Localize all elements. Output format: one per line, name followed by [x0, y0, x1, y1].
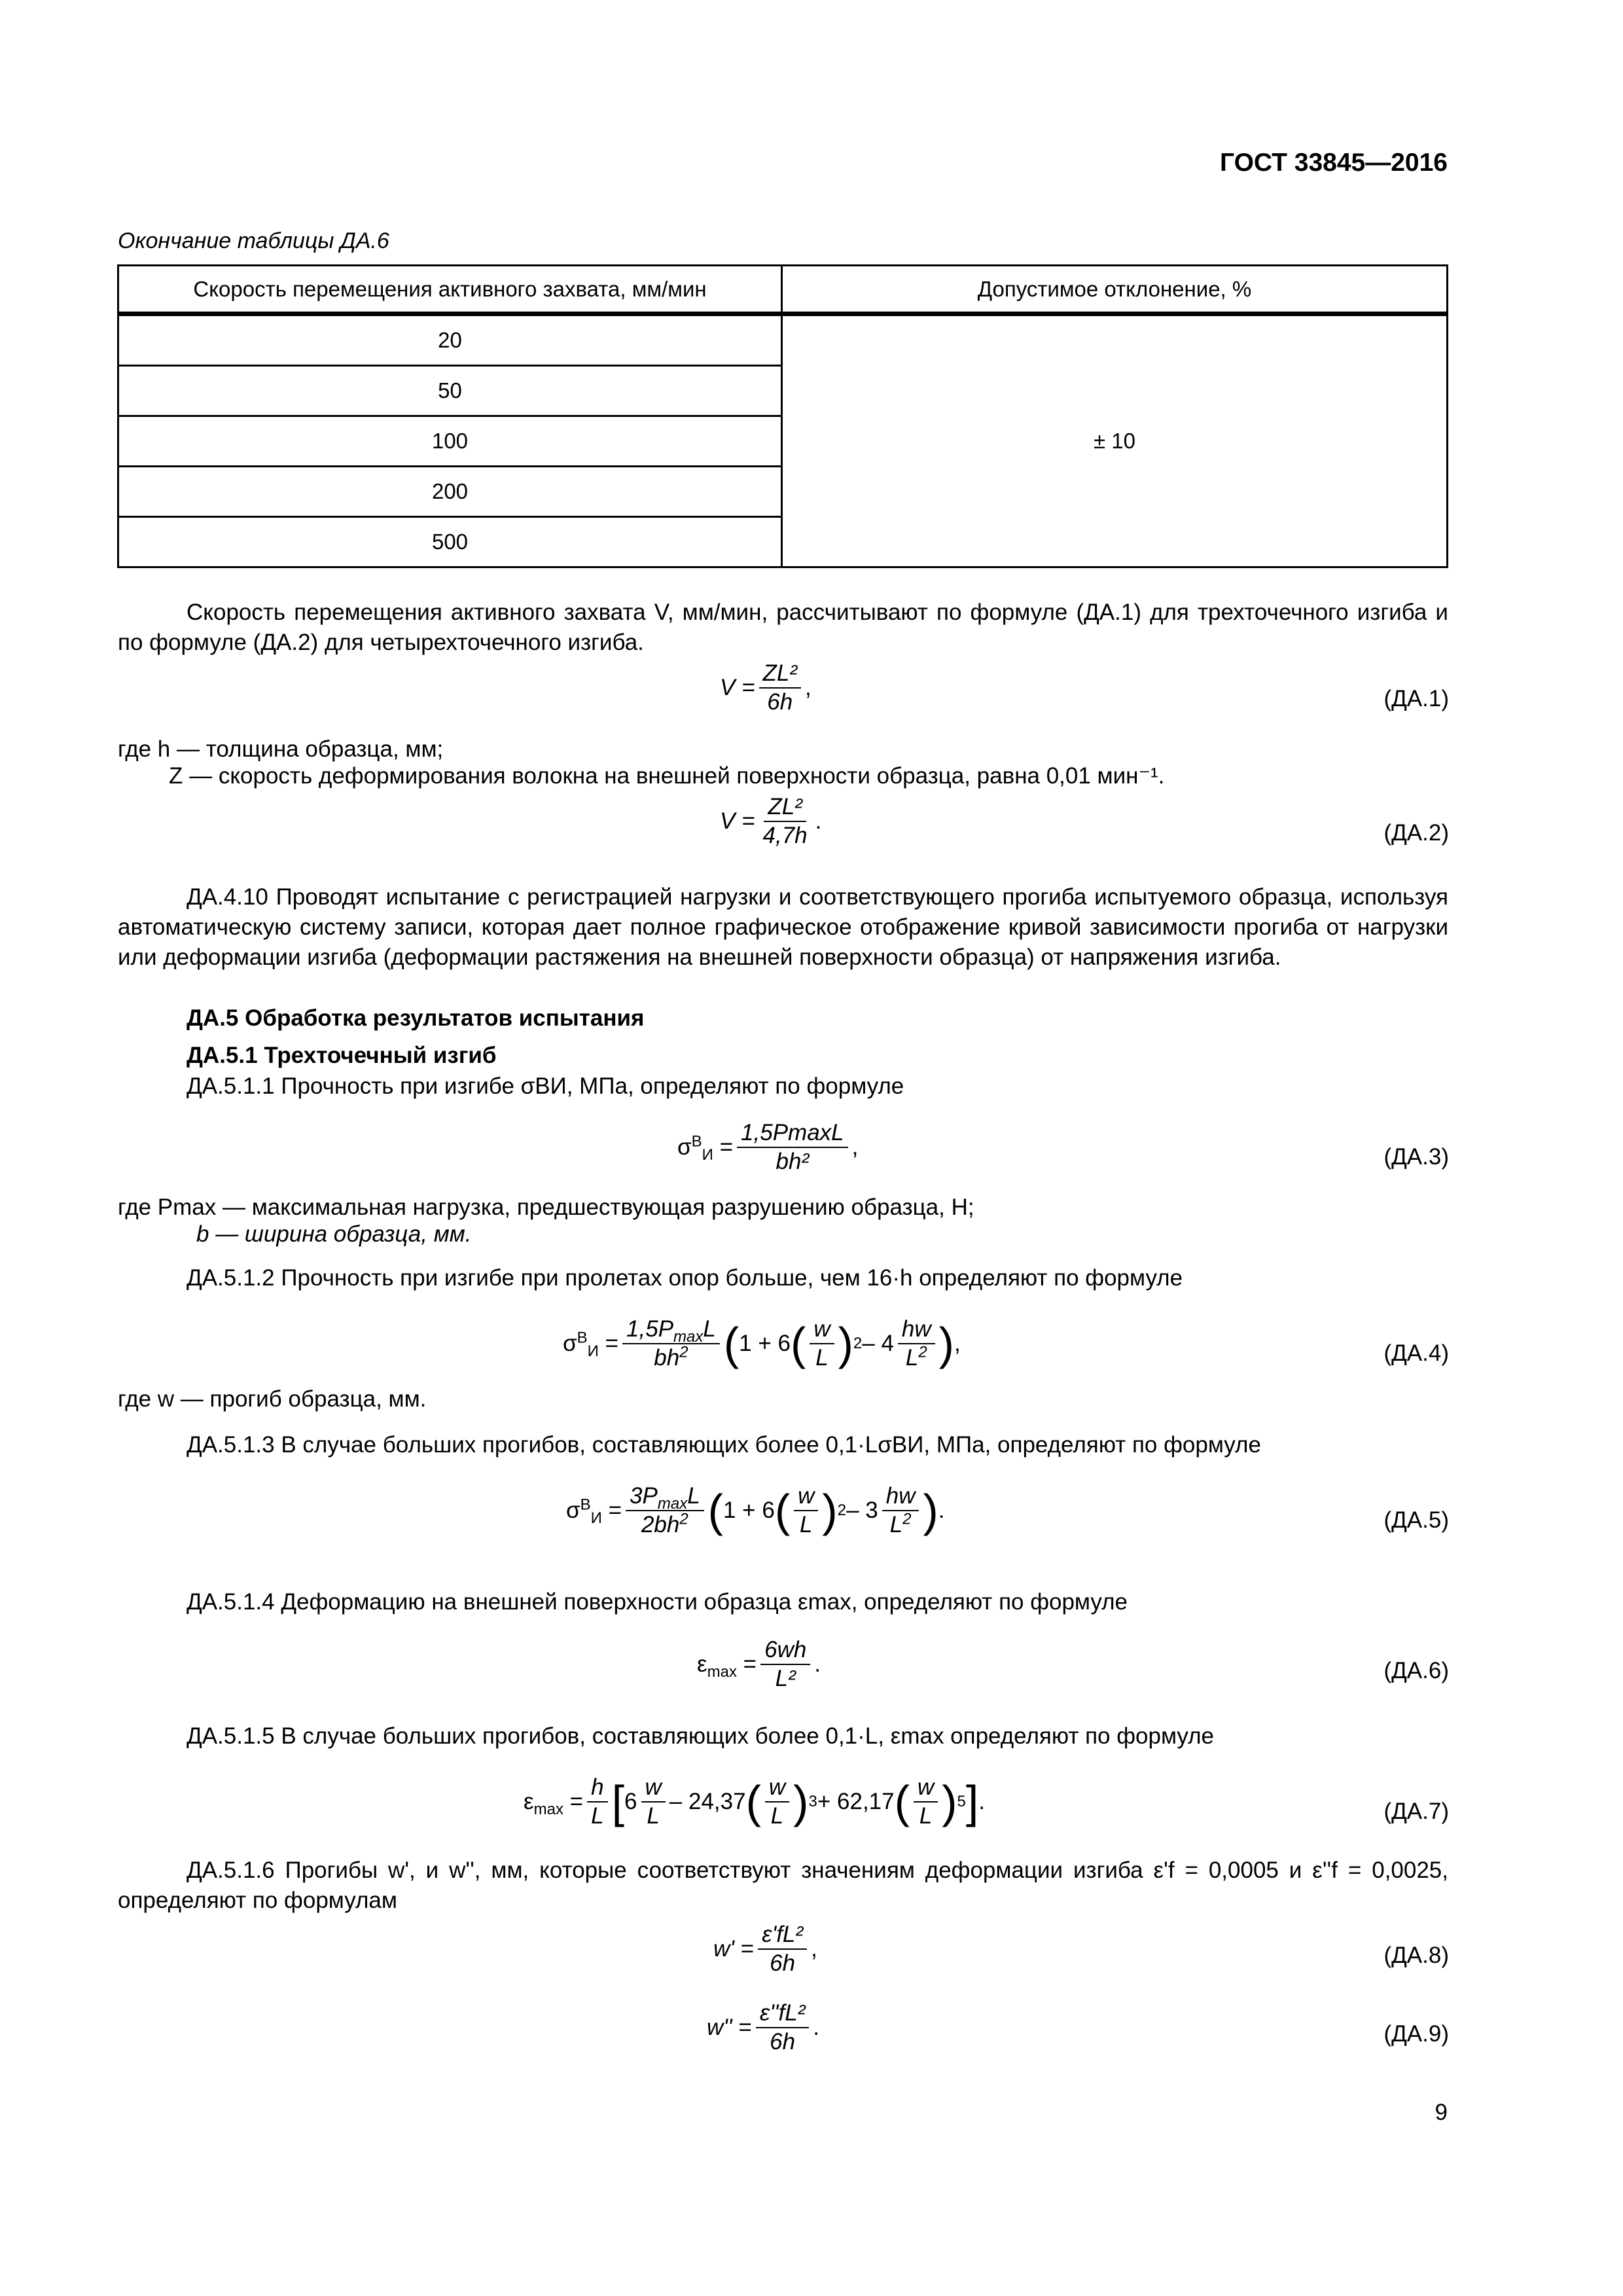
speed-cell: 500: [118, 517, 782, 567]
paragraph-da5-1-2: ДА.5.1.2 Прочность при изгибе при пролетах опор больше, чем 16·h определяют по формуле: [187, 1265, 1183, 1291]
where-w: где w — прогиб образца, мм.: [118, 1386, 427, 1412]
formula-da5: $\sigma^В_И$ = $\frac{3P_{max}L}{2bh^2}$ ( 1 + 6 ( $\frac{w}{L}$ ) 2 – 3 $\frac{hw}{L^2}$ ) .: [566, 1483, 945, 1537]
equation-number: (ДА.9): [1383, 2021, 1449, 2047]
where-b: b — ширина образца, мм.: [196, 1221, 472, 1247]
equation-number: (ДА.8): [1383, 1943, 1449, 1968]
equation-number: (ДА.4): [1383, 1340, 1449, 1366]
formula-da3: $\sigma^В_И$ = $\frac{1,5PmaxL}{\text{bh²}}$ ,: [677, 1120, 859, 1174]
formula-da9: w'' = $\frac{\text{ε''fL²}}{6h}$ .: [707, 2000, 820, 2054]
formula-da2: V = $\frac{\text{ZL²}}{4,7h}$ .: [720, 794, 822, 848]
table-caption: Окончание таблицы ДА.6: [118, 228, 389, 253]
equation-number: (ДА.2): [1383, 820, 1449, 846]
formula-da8: w' = $\frac{\text{ε'fL²}}{6h}$ ,: [713, 1922, 817, 1976]
formula-da1: V = $\frac{\text{ZL²}}{6h}$ ,: [720, 660, 812, 715]
speed-cell: 200: [118, 467, 782, 517]
paragraph-da5-1-4: ДА.5.1.4 Деформацию на внешней поверхности образца εmax, определяют по формуле: [187, 1589, 1128, 1615]
document-code: ГОСТ 33845—2016: [1220, 149, 1448, 177]
heading-da5: ДА.5 Обработка результатов испытания: [187, 1005, 645, 1031]
paragraph-da4-10: ДА.4.10 Проводят испытание с регистрацией нагрузки и соответствующего прогиба испытуемого образца, используя автоматическую систему записи, которая дает полное графическое отображение кривой зависимости прогиба от нагрузки или деформации изгиба (деформации растяжения на внешней поверхности образца) от напряжения изгиба.: [118, 884, 1448, 970]
speed-cell: 20: [118, 314, 782, 366]
where-pmax: где Pmax — максимальная нагрузка, предшествующая разрушению образца, Н;: [118, 1194, 974, 1220]
paragraph-da5-1-6: ДА.5.1.6 Прогибы w', и w'', мм, которые соответствуют значениям деформации изгиба ε'f = 0,0005 и ε''f = 0,0025, определяют по формулам: [118, 1857, 1448, 1913]
equation-number: (ДА.5): [1383, 1507, 1449, 1533]
speed-cell: 100: [118, 416, 782, 467]
paragraph-da5-1-5: ДА.5.1.5 В случае больших прогибов, составляющих более 0,1·L, εmax определяют по формуле: [187, 1723, 1215, 1749]
tolerance-cell: ± 10: [782, 314, 1448, 567]
paragraph-da5-1-3: ДА.5.1.3 В случае больших прогибов, составляющих более 0,1·LσВИ, МПа, определяют по формуле: [187, 1432, 1261, 1458]
equation-number: (ДА.3): [1383, 1144, 1449, 1170]
speed-cell: 50: [118, 366, 782, 416]
equation-number: (ДА.6): [1383, 1658, 1449, 1683]
formula-da4: $\sigma^В_И$ = $\frac{1,5P_{max}L}{bh^2}$ ( 1 + 6 ( $\frac{w}{L}$ ) 2 – 4 $\frac{hw}{L^2}$ ) ,: [563, 1316, 961, 1371]
where-h: где h — толщина образца, мм;: [118, 736, 444, 762]
equation-number: (ДА.1): [1383, 686, 1449, 711]
formula-da6: $\varepsilon_{max}$ = $\frac{6wh}{\text{L²}}$ .: [697, 1637, 821, 1691]
col-speed-header: Скорость перемещения активного захвата, мм/мин: [118, 266, 782, 314]
where-z: Z — скорость деформирования волокна на внешней поверхности образца, равна 0,01 мин⁻¹.: [169, 763, 1165, 789]
equation-number: (ДА.7): [1383, 1799, 1449, 1824]
paragraph-speed: Скорость перемещения активного захвата V, мм/мин, рассчитывают по формуле (ДА.1) для трехточечного изгиба и по формуле (ДА.2) для четырехточечного изгиба.: [118, 600, 1448, 655]
paragraph-da5-1-1: ДА.5.1.1 Прочность при изгибе σВИ, МПа, определяют по формуле: [187, 1073, 904, 1099]
col-tolerance-header: Допустимое отклонение, %: [782, 266, 1448, 314]
heading-da5-1: ДА.5.1 Трехточечный изгиб: [187, 1043, 497, 1068]
page-number: 9: [1435, 2100, 1448, 2125]
formula-da7: $\varepsilon_{max}$ = $\frac{h}{L}$ [ 6 $\frac{w}{L}$ – 24,37 ( $\frac{w}{L}$ ) 3 + 62,17 ( $\frac{w}{L}$ ) 5 ] .: [524, 1774, 986, 1829]
speed-tolerance-table: [117, 264, 1448, 568]
